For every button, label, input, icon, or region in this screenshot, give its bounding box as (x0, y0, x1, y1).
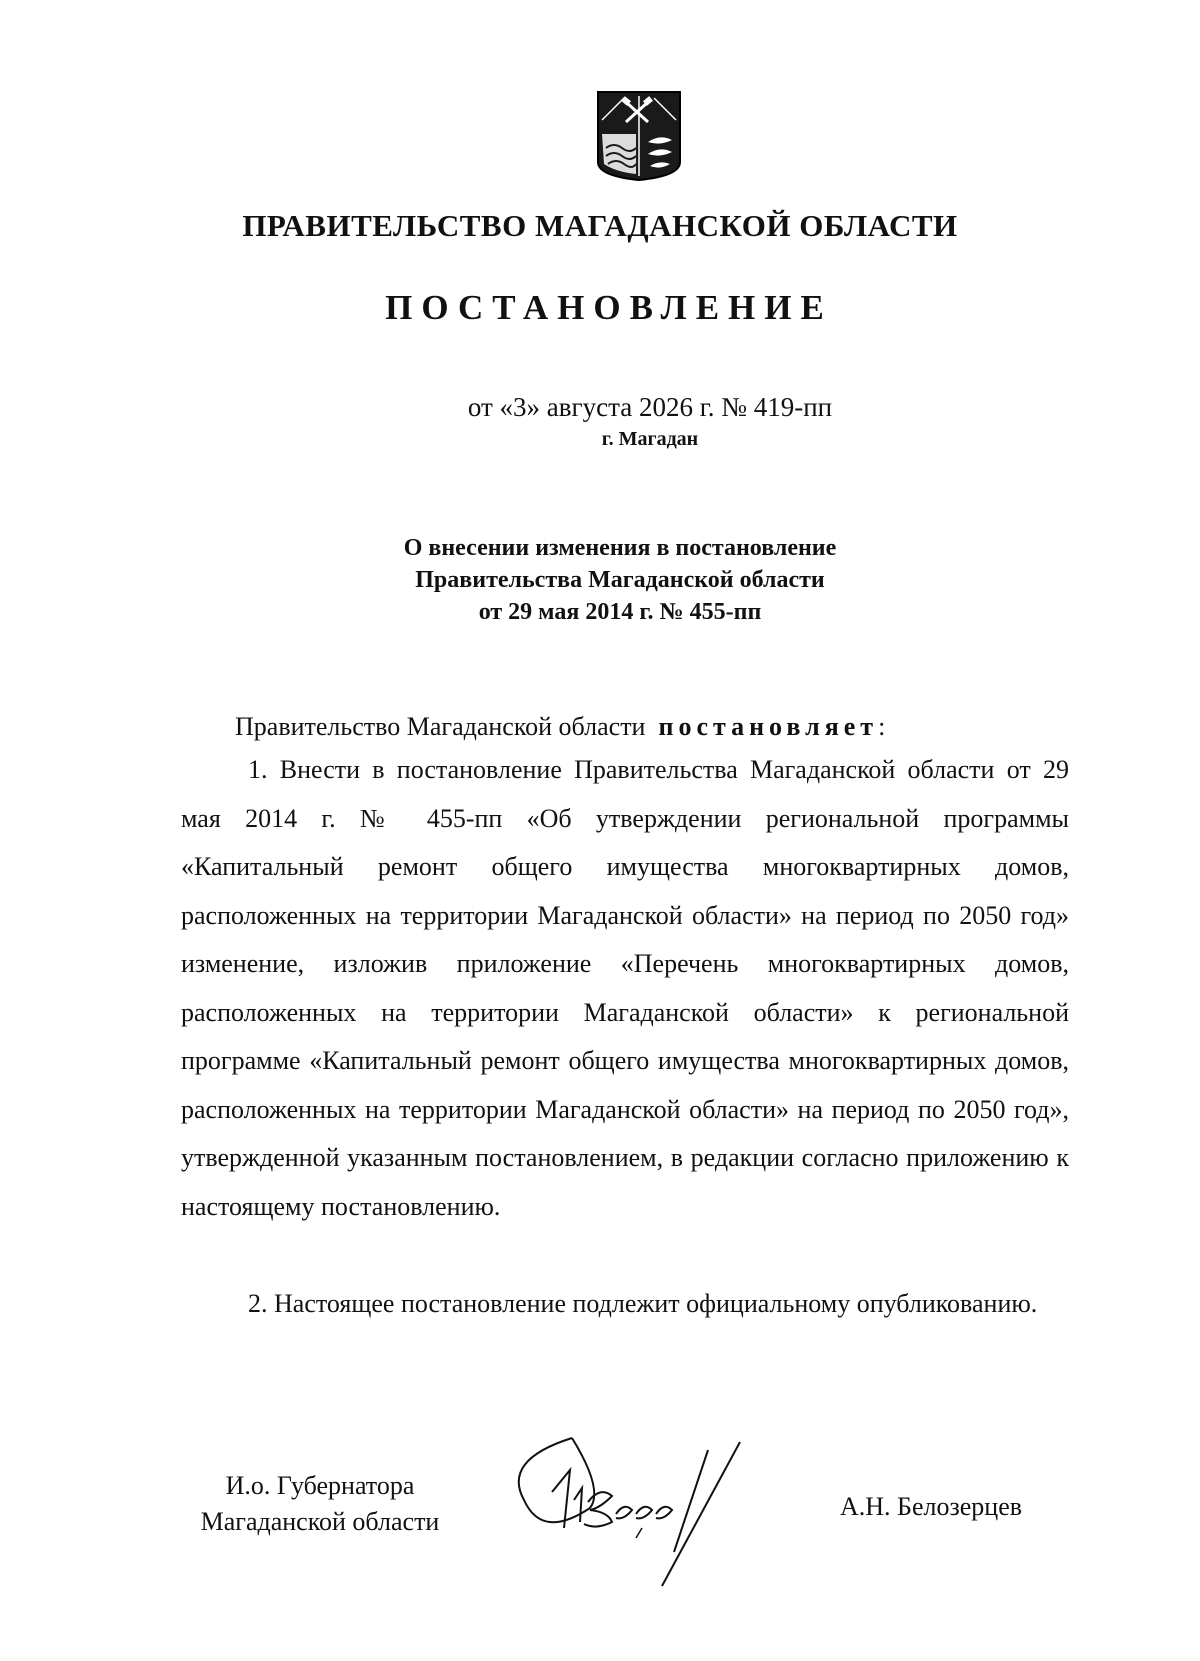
position-line: Магаданской области (200, 1507, 440, 1536)
organization-title: ПРАВИТЕЛЬСТВО МАГАДАНСКОЙ ОБЛАСТИ (242, 208, 958, 243)
intro-prefix: Правительство Магаданской области (235, 712, 646, 741)
paragraph-2: 2. Настоящее постановление подлежит официальному опубликованию. (248, 1289, 1038, 1318)
subject-line: Правительства Магаданской области (415, 567, 825, 593)
document-type: ПОСТАНОВЛЕНИЕ (385, 288, 833, 327)
coat-of-arms-icon (596, 90, 682, 182)
date-and-number: от «3» августа 2026 г. № 419-пп (467, 392, 833, 422)
signatory-position (180, 1468, 460, 1540)
position-line: И.о. Губернатора (225, 1471, 415, 1500)
subject-line: О внесении изменения в постановление (403, 535, 837, 561)
intro-line (181, 702, 1123, 751)
signatory-name: А.Н. Белозерцев (840, 1492, 1023, 1521)
document-subject (20, 532, 1200, 628)
subject-line: от 29 мая 2014 г. № 455-пп (478, 599, 762, 625)
city: г. Магадан (601, 428, 699, 450)
handwritten-signature (512, 1430, 792, 1590)
paragraph-1: 1. Внести в постановление Правительства Магаданской области от 29 мая 2014 г. № 455-пп «Об утверждении региональной программы «Капитальный ремонт общего имущества многоквартирных домов, расположенных на территории Магаданской области» на период по 2050 год» изменение, изложив приложение «Перечень многоквартирных домов, расположенных на территории Магаданской области» к региональной программе «Капитальный ремонт общего имущества многоквартирных домов, расположенных на территории Магаданской области» на период по 2050 год», утвержденной указанным постановлением, в редакции согласно приложению к настоящему постановлению. (181, 755, 1069, 1221)
intro-verb: постановляет (658, 712, 879, 741)
intro-suffix: : (878, 712, 886, 741)
